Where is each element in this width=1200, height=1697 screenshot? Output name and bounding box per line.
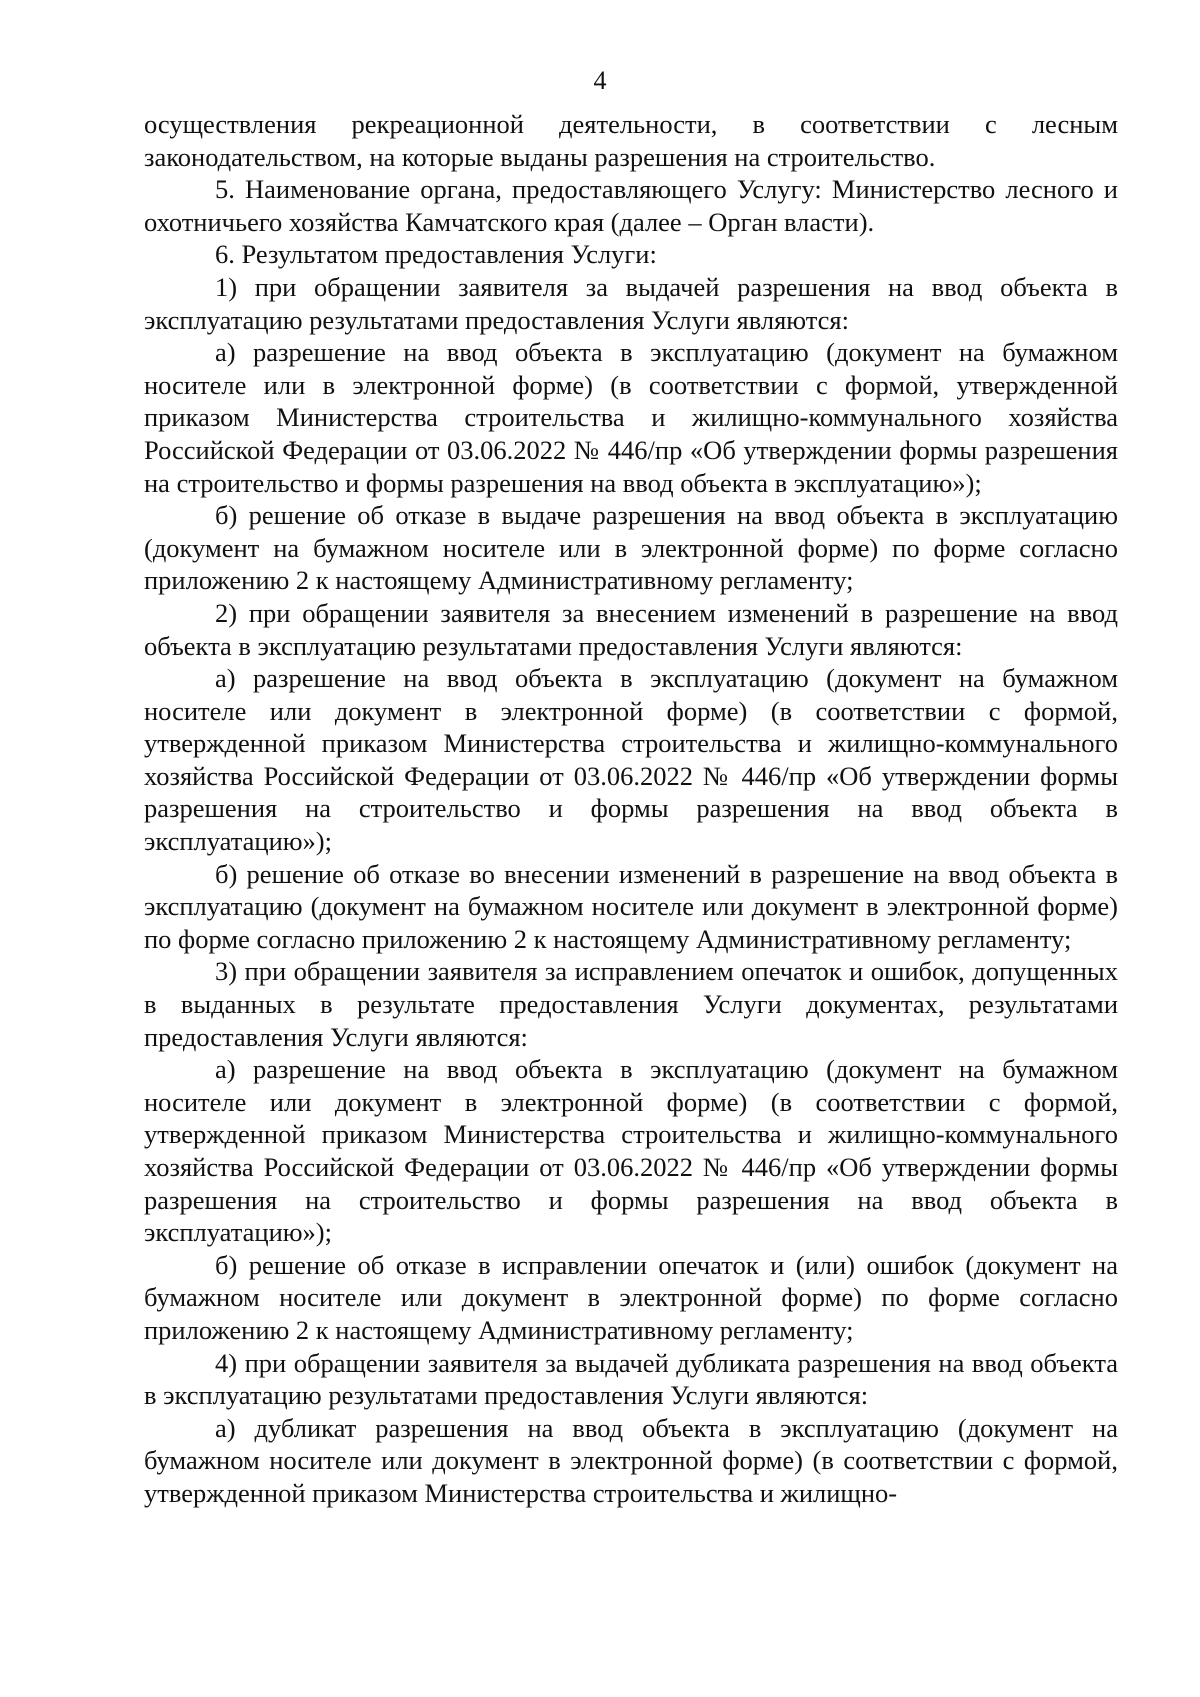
paragraph-6-1-b: б) решение об отказе в выдаче разрешения на ввод объекта в эксплуатацию (документ на бумажном носителе или в электронной форме) по форме согласно приложению 2 к настоящему Административному регламенту; (144, 500, 1118, 596)
paragraph-6-3-a: а) разрешение на ввод объекта в эксплуатацию (документ на бумажном носителе или документ в электронной форме) (в соответствии с формой, утвержденной приказом Министерства строительства и жилищно-коммунального хозяйства Российской Федерации от 03.06.2022 № 446/пр «Об утверждении формы разрешения на строительство и формы разрешения на ввод объекта в эксплуатацию»); (144, 1054, 1118, 1248)
paragraph-6-4-duplicate: 4) при обращении заявителя за выдачей дубликата разрешения на ввод объекта в эксплуатацию результатами предоставления Услуги являются: (144, 1347, 1118, 1411)
paragraph-6-4-a: а) дубликат разрешения на ввод объекта в эксплуатацию (документ на бумажном носителе или документ в электронной форме) (в соответствии с формой, утвержденной приказом Министерства строительства и жилищно- (144, 1412, 1118, 1508)
document-body (144, 108, 1118, 1510)
paragraph-5-service-authority: 5. Наименование органа, предоставляющего Услугу: Министерство лесного и охотничьего хозяйства Камчатского края (далее – Орган власти). (144, 174, 1118, 237)
paragraph-6-3-b: б) решение об отказе в исправлении опечаток и (или) ошибок (документ на бумажном носителе или документ в электронной форме) по форме согласно приложению 2 к настоящему Административному регламенту; (144, 1249, 1118, 1345)
paragraph-6-3-corrections: 3) при обращении заявителя за исправлением опечаток и ошибок, допущенных в выданных в результате предоставления Услуги документах, результатами предоставления Услуги являются: (144, 956, 1118, 1052)
paragraph-6-2-b: б) решение об отказе во внесении изменений в разрешение на ввод объекта в эксплуатацию (документ на бумажном носителе или документ в электронной форме) по форме согласно приложению 2 к настоящему Административному регламенту; (144, 858, 1118, 954)
paragraph-6-1-issuance: 1) при обращении заявителя за выдачей разрешения на ввод объекта в эксплуатацию результатами предоставления Услуги являются: (144, 271, 1118, 335)
paragraph-continuation: осуществления рекреационной деятельности, в соответствии с лесным законодательством, на которые выданы разрешения на строительство. (144, 109, 1118, 172)
paragraph-6-service-result: 6. Результатом предоставления Услуги: (215, 239, 657, 270)
paragraph-6-2-changes: 2) при обращении заявителя за внесением изменений в разрешение на ввод объекта в эксплуатацию результатами предоставления Услуги являются: (144, 597, 1118, 661)
page-number: 4 (593, 66, 607, 95)
paragraph-6-2-a: а) разрешение на ввод объекта в эксплуатацию (документ на бумажном носителе или документ в электронной форме) (в соответствии с формой, утвержденной приказом Министерства строительства и жилищно-коммунального хозяйства Российской Федерации от 03.06.2022 № 446/пр «Об утверждении формы разрешения на строительство и формы разрешения на ввод объекта в эксплуатацию»); (144, 663, 1118, 857)
paragraph-6-1-a: а) разрешение на ввод объекта в эксплуатацию (документ на бумажном носителе или в электронной форме) (в соответствии с формой, утвержденной приказом Министерства строительства и жилищно-коммунального хозяйства Российской Федерации от 03.06.2022 № 446/пр «Об утверждении формы разрешения на строительство и формы разрешения на ввод объекта в эксплуатацию»); (144, 337, 1118, 498)
